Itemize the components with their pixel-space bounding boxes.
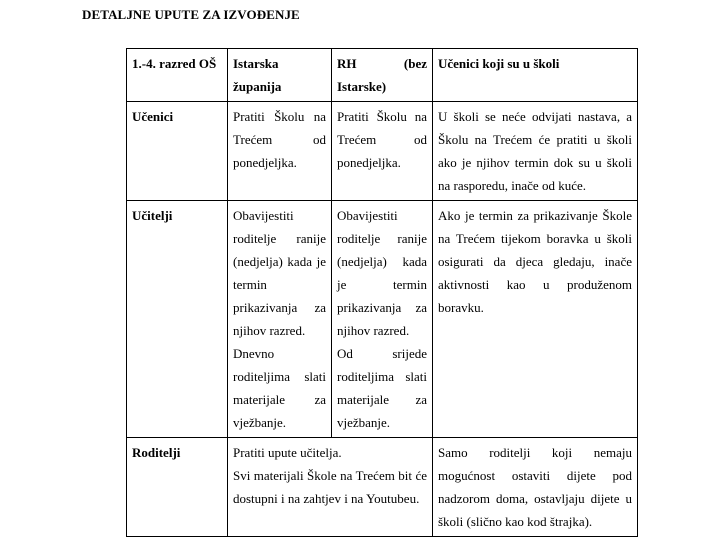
table-row bbox=[127, 438, 638, 537]
table-header-row bbox=[127, 49, 638, 102]
cell-paragraph: Samo roditelji koji nemaju mogućnost ostaviti dijete pod nadzorom doma, ostavljaju dijete u školi (slično kao kod štrajka). bbox=[438, 445, 632, 529]
cell-ucenici-rh bbox=[332, 102, 433, 201]
cell-ucenici-istarska bbox=[228, 102, 332, 201]
cell-ucitelji-u-skoli bbox=[433, 201, 638, 438]
cell-paragraph: U školi se neće odvijati nastava, a Školu na Trećem će pratiti u školi ako je njihov termin dok su u školi na rasporedu, inače od kuće. bbox=[438, 109, 632, 193]
cell-paragraph: Obavijestiti roditelje ranije (nedjelja) kada je termin prikazivanja za njihov razred. bbox=[337, 208, 427, 338]
table-row bbox=[127, 102, 638, 201]
cell-paragraph: Obavijestiti roditelje ranije (nedjelja) kada je termin prikazivanja za njihov razred. bbox=[233, 208, 326, 338]
cell-ucenici-u-skoli bbox=[433, 102, 638, 201]
cell-paragraph: Dnevno roditeljima slati materijale za vježbanje. bbox=[233, 346, 326, 430]
cell-paragraph: Od srijede roditeljima slati materijale za vježbanje. bbox=[337, 346, 427, 430]
row-label-ucitelji: Učitelji bbox=[127, 201, 228, 438]
cell-paragraph: Ako je termin za prikazivanje Škole na Trećem tijekom boravka u školi osigurati da djeca gledaju, inače aktivnosti kao u produženom boravku. bbox=[438, 208, 632, 315]
cell-roditelji-merged bbox=[228, 438, 433, 537]
cell-paragraph: Pratiti upute učitelja. bbox=[233, 445, 342, 460]
cell-paragraph: Pratiti Školu na Trećem od ponedjeljka. bbox=[337, 109, 427, 170]
row-label-ucenici: Učenici bbox=[127, 102, 228, 201]
row-label-roditelji: Roditelji bbox=[127, 438, 228, 537]
cell-ucitelji-istarska bbox=[228, 201, 332, 438]
header-cell-istarska: Istarska županija bbox=[228, 49, 332, 102]
cell-paragraph: Pratiti Školu na Trećem od ponedjeljka. bbox=[233, 109, 326, 170]
header-cell-rh: RH (bez Istarske) bbox=[332, 49, 433, 102]
header-cell-grade: 1.-4. razred OŠ bbox=[127, 49, 228, 102]
instructions-table bbox=[126, 48, 638, 537]
cell-paragraph: Svi materijali Škole na Trećem bit će dostupni i na zahtjev i na Youtubeu. bbox=[233, 468, 427, 506]
document-heading: DETALJNE UPUTE ZA IZVOĐENJE bbox=[82, 7, 300, 22]
cell-roditelji-u-skoli bbox=[433, 438, 638, 537]
cell-ucitelji-rh bbox=[332, 201, 433, 438]
table-row bbox=[127, 201, 638, 438]
header-cell-u-skoli: Učenici koji su u školi bbox=[433, 49, 638, 102]
